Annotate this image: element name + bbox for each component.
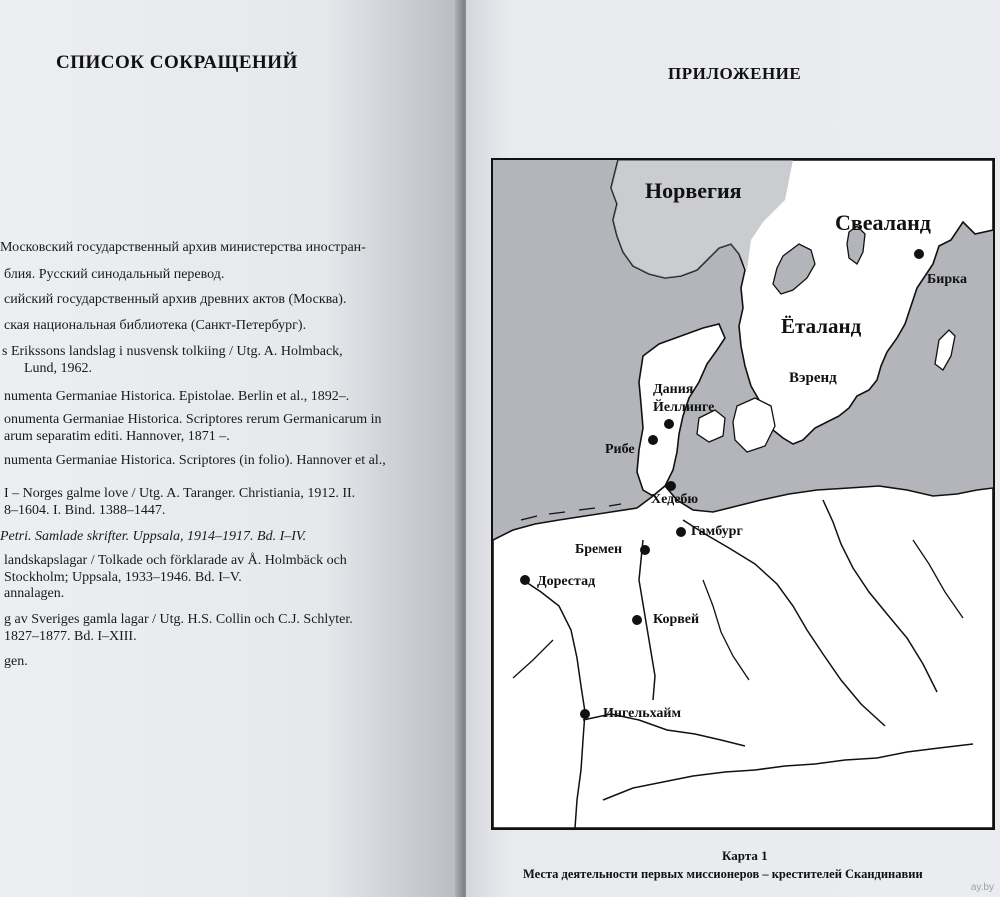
place-label: Бремен	[575, 542, 623, 557]
region-label: Норвегия	[645, 178, 742, 203]
place-label: Бирка	[927, 272, 967, 287]
abbreviation-line: s Erikssons landslag i nusvensk tolkiing / Utg. A. Holmback,	[2, 344, 343, 359]
region-label: Свеаланд	[835, 210, 931, 235]
place-label: Рибе	[605, 442, 635, 457]
place-label: Дорестад	[537, 574, 596, 589]
place-label: Йеллинге	[653, 400, 715, 415]
region-label: Вэренд	[789, 370, 837, 386]
settlement-marker	[520, 575, 530, 585]
abbreviation-line: numenta Germaniae Historica. Epistolae. Berlin et al., 1892–.	[4, 389, 350, 404]
settlement-marker	[666, 481, 676, 491]
abbreviation-line: Petri. Samlade skrifter. Uppsala, 1914–1917. Bd. I–IV.	[0, 529, 307, 544]
abbreviation-line: numenta Germaniae Historica. Scriptores (in folio). Hannover et al.,	[4, 453, 386, 468]
settlement-marker	[664, 419, 674, 429]
settlement-marker	[676, 527, 686, 537]
abbreviation-line: ская национальная библиотека (Санкт-Петербург).	[4, 318, 307, 333]
settlement-marker	[648, 435, 658, 445]
place-label: Хедебю	[651, 492, 699, 507]
abbreviation-line: блия. Русский синодальный перевод.	[4, 267, 225, 282]
abbreviation-line: g av Sveriges gamla lagar / Utg. H.S. Collin och C.J. Schlyter.	[4, 612, 353, 627]
place-label: Корвей	[653, 612, 700, 627]
region-label: Ёталанд	[781, 314, 862, 338]
map-graphic	[493, 160, 993, 828]
settlement-marker	[914, 249, 924, 259]
abbreviation-line: Lund, 1962.	[24, 361, 93, 376]
abbreviation-line: I – Norges galme love / Utg. A. Taranger. Christiania, 1912. II.	[4, 486, 356, 501]
map-figure	[491, 158, 995, 830]
place-label: Гамбург	[691, 524, 743, 539]
abbreviation-line: 1827–1877. Bd. I–XIII.	[4, 629, 137, 644]
abbreviation-line: Stockholm; Uppsala, 1933–1946. Bd. I–V.	[4, 570, 242, 585]
settlement-marker	[640, 545, 650, 555]
settlement-marker	[580, 709, 590, 719]
map-caption-number: Карта 1	[722, 848, 768, 863]
abbreviation-line: gen.	[4, 654, 28, 669]
left-page-heading: СПИСОК СОКРАЩЕНИЙ	[56, 52, 298, 73]
abbreviation-line: onumenta Germaniae Historica. Scriptores rerum Germanicarum in	[4, 412, 382, 427]
region-label: Дания	[653, 382, 694, 397]
abbreviation-line: сийский государственный архив древних актов (Москва).	[4, 292, 347, 307]
abbreviation-line: 8–1604. I. Bind. 1388–1447.	[4, 503, 166, 518]
map-caption-text: Места деятельности первых миссионеров – крестителей Скандинавии	[523, 867, 923, 881]
abbreviation-line: annalagen.	[4, 586, 65, 601]
place-label: Ингельхайм	[603, 706, 682, 721]
abbreviation-line: landskapslagar / Tolkade och förklarade av Å. Holmbäck och	[4, 553, 347, 568]
left-page	[0, 0, 462, 897]
watermark: ay.by	[970, 882, 994, 893]
settlement-marker	[632, 615, 642, 625]
abbreviation-line: arum separatim editi. Hannover, 1871 –.	[4, 429, 230, 444]
abbreviation-line: Московский государственный архив министерства иностран-	[0, 240, 366, 255]
right-page-heading: ПРИЛОЖЕНИЕ	[668, 64, 802, 83]
